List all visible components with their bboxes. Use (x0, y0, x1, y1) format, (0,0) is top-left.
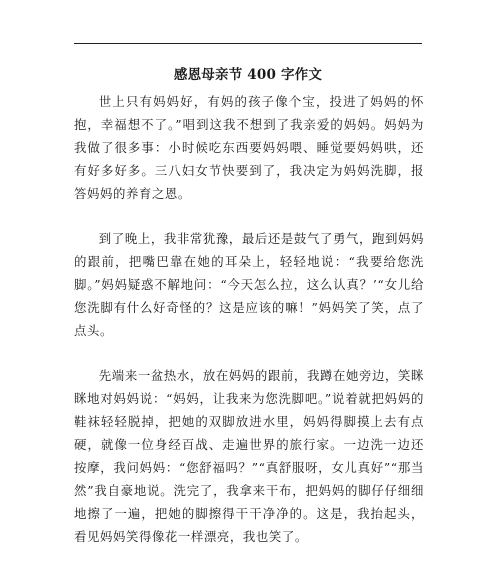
paragraph-3: 先端来一盆热水，放在妈妈的跟前，我蹲在她旁边，笑眯眯地对妈妈说：“妈妈，让我来为您洗脚吧。”说着就把妈妈的鞋袜轻轻脱掉，把她的双脚放进水里，妈妈得脚摸上去有点硬，就像一位身经百战、走遍世界的旅行家。一边洗一边还按摩，我问妈妈：“您舒福吗？”“真舒服呀，女儿真好”“那当然”我自豪地说。洗完了，我拿来干布，把妈妈的脚仔仔细细地擦了一遍，把她的脚擦得干干净净的。这是，我抬起头，看见妈妈笑得像花一样漂亮，我也笑了。 (74, 368, 424, 544)
document-body (74, 90, 424, 548)
paragraph-2: 到了晚上，我非常犹豫，最后还是鼓气了勇气，跑到妈妈的跟前，把嘴巴靠在她的耳朵上，轻轻地说：“我要给您洗脚。”妈妈疑惑不解地问：“今天怎么拉，这么认真？’“女儿给您洗脚有什么好奇怪的？这是应该的嘛！”妈妈笑了笑，点了点头。 (74, 231, 424, 338)
paragraph-1: 世上只有妈妈好，有妈的孩子像个宝，投进了妈妈的怀抱，幸福想不了。”唱到这我不想到了我亲爱的妈妈。妈妈为我做了很多事：小时候吃东西要妈妈喂、睡觉要妈妈哄，还有好多好多。三八妇女节快要到了，我决定为妈妈洗脚，报答妈妈的养育之恩。 (74, 94, 424, 201)
document-title: 感恩母亲节 400 字作文 (173, 67, 323, 83)
header-divider (74, 43, 422, 44)
